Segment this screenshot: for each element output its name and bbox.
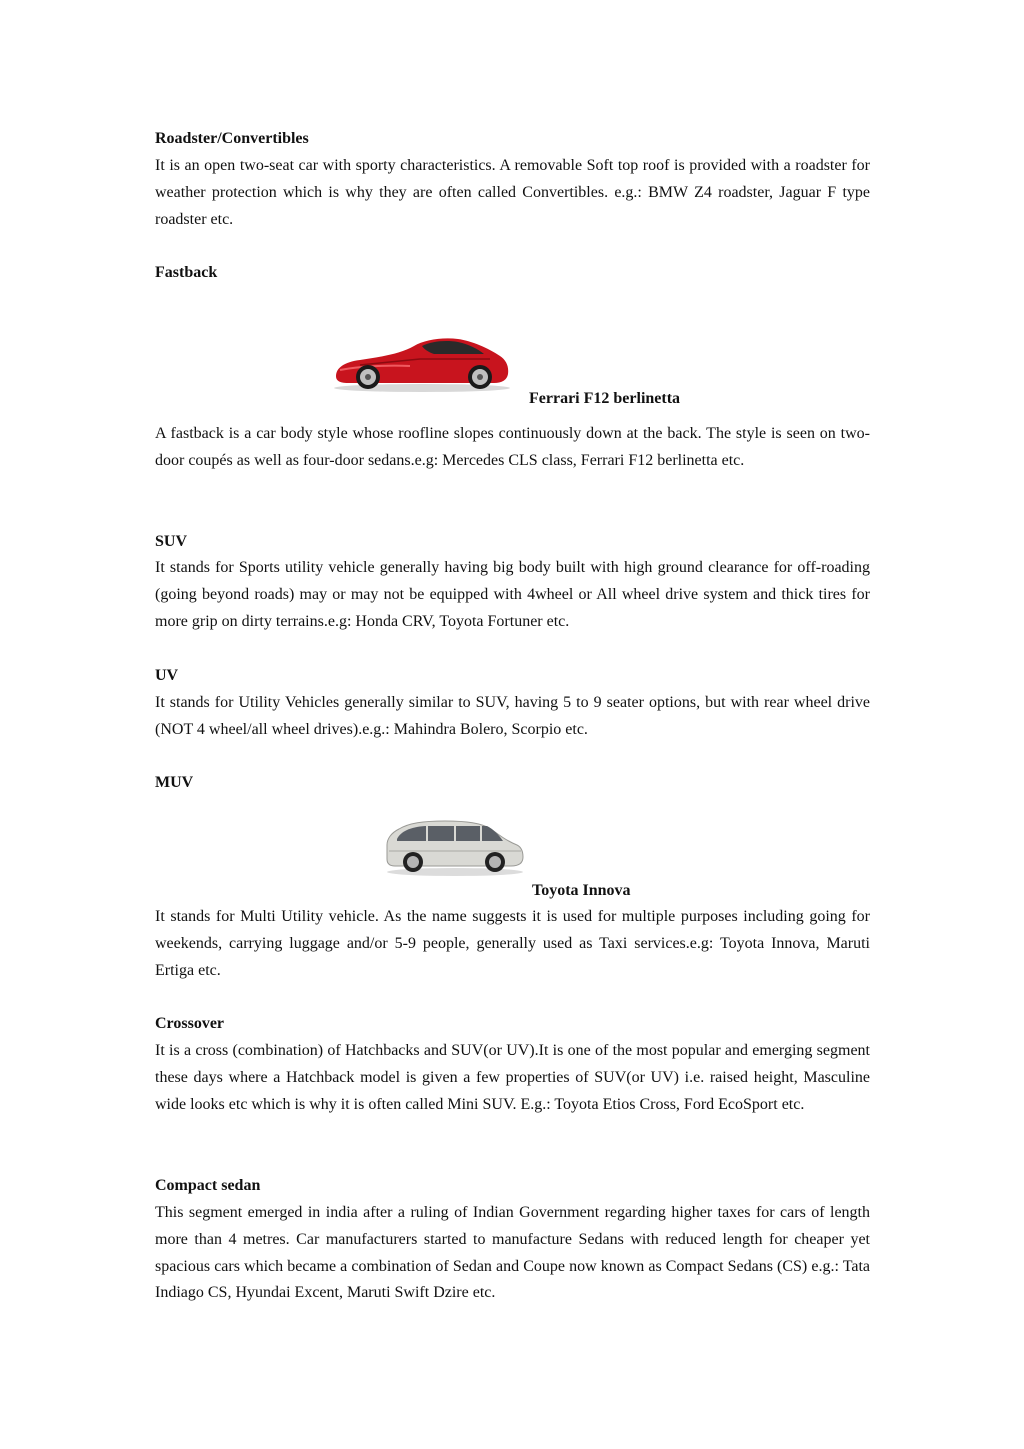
heading-compact-sedan: Compact sedan	[155, 1177, 261, 1194]
heading-fastback: Fastback	[155, 264, 218, 281]
paragraph-fastback: A fastback is a car body style whose roofline slopes continuously down at the back. The style is seen on two-door coupés as well as four-door sedans.e.g: Mercedes CLS class, Ferrari F12 berlinetta etc.	[155, 425, 870, 469]
paragraph-uv: It stands for Utility Vehicles generally similar to SUV, having 5 to 9 seater options, but with rear wheel drive (NOT 4 wheel/all wheel drives).e.g.: Mahindra Bolero, Scorpio etc.	[155, 694, 870, 738]
paragraph-roadster: It is an open two-seat car with sporty characteristics. A removable Soft top roof is provided with a roadster for weather protection which is why they are often called Convertibles. e.g.: BMW Z4 roadster, Jaguar F type roadster etc.	[155, 157, 870, 228]
paragraph-suv: It stands for Sports utility vehicle generally having big body built with high ground clearance for off-roading (going beyond roads) may or may not be equipped with 4wheel or All wheel drive system and thick tires for more grip on dirty terrains.e.g: Honda CRV, Toyota Fortuner etc.	[155, 559, 870, 630]
ferrari-f12-image	[330, 332, 512, 394]
caption-innova: Toyota Innova	[532, 882, 631, 899]
heading-roadster: Roadster/Convertibles	[155, 130, 309, 147]
heading-crossover: Crossover	[155, 1015, 225, 1032]
paragraph-muv: It stands for Multi Utility vehicle. As the name suggests it is used for multiple purposes including going for weekends, carrying luggage and/or 5-9 people, generally used as Taxi services.e.g: Toyota Innova, Maruti Ertiga etc.	[155, 908, 870, 979]
paragraph-crossover: It is a cross (combination) of Hatchbacks and SUV(or UV).It is one of the most popular and emerging segment these days where a Hatchback model is given a few properties of SUV(or UV) i.e. raised height, Masculine wide looks etc which is why it is often called Mini SUV. E.g.: Toyota Etios Cross, Ford EcoSport etc.	[155, 1042, 870, 1113]
heading-uv: UV	[155, 667, 179, 684]
toyota-innova-image	[383, 815, 525, 877]
caption-ferrari: Ferrari F12 berlinetta	[529, 390, 681, 407]
heading-muv: MUV	[155, 774, 194, 791]
heading-suv: SUV	[155, 533, 188, 550]
paragraph-compact-sedan: This segment emerged in india after a ruling of Indian Government regarding higher taxes for cars of length more than 4 metres. Car manufacturers started to manufacture Sedans with reduced length for cheaper yet spacious cars which became a combination of Sedan and Coupe now known as Compact Sedans (CS) e.g.: Tata Indiago CS, Hyundai Excent, Maruti Swift Dzire etc.	[155, 1204, 870, 1302]
